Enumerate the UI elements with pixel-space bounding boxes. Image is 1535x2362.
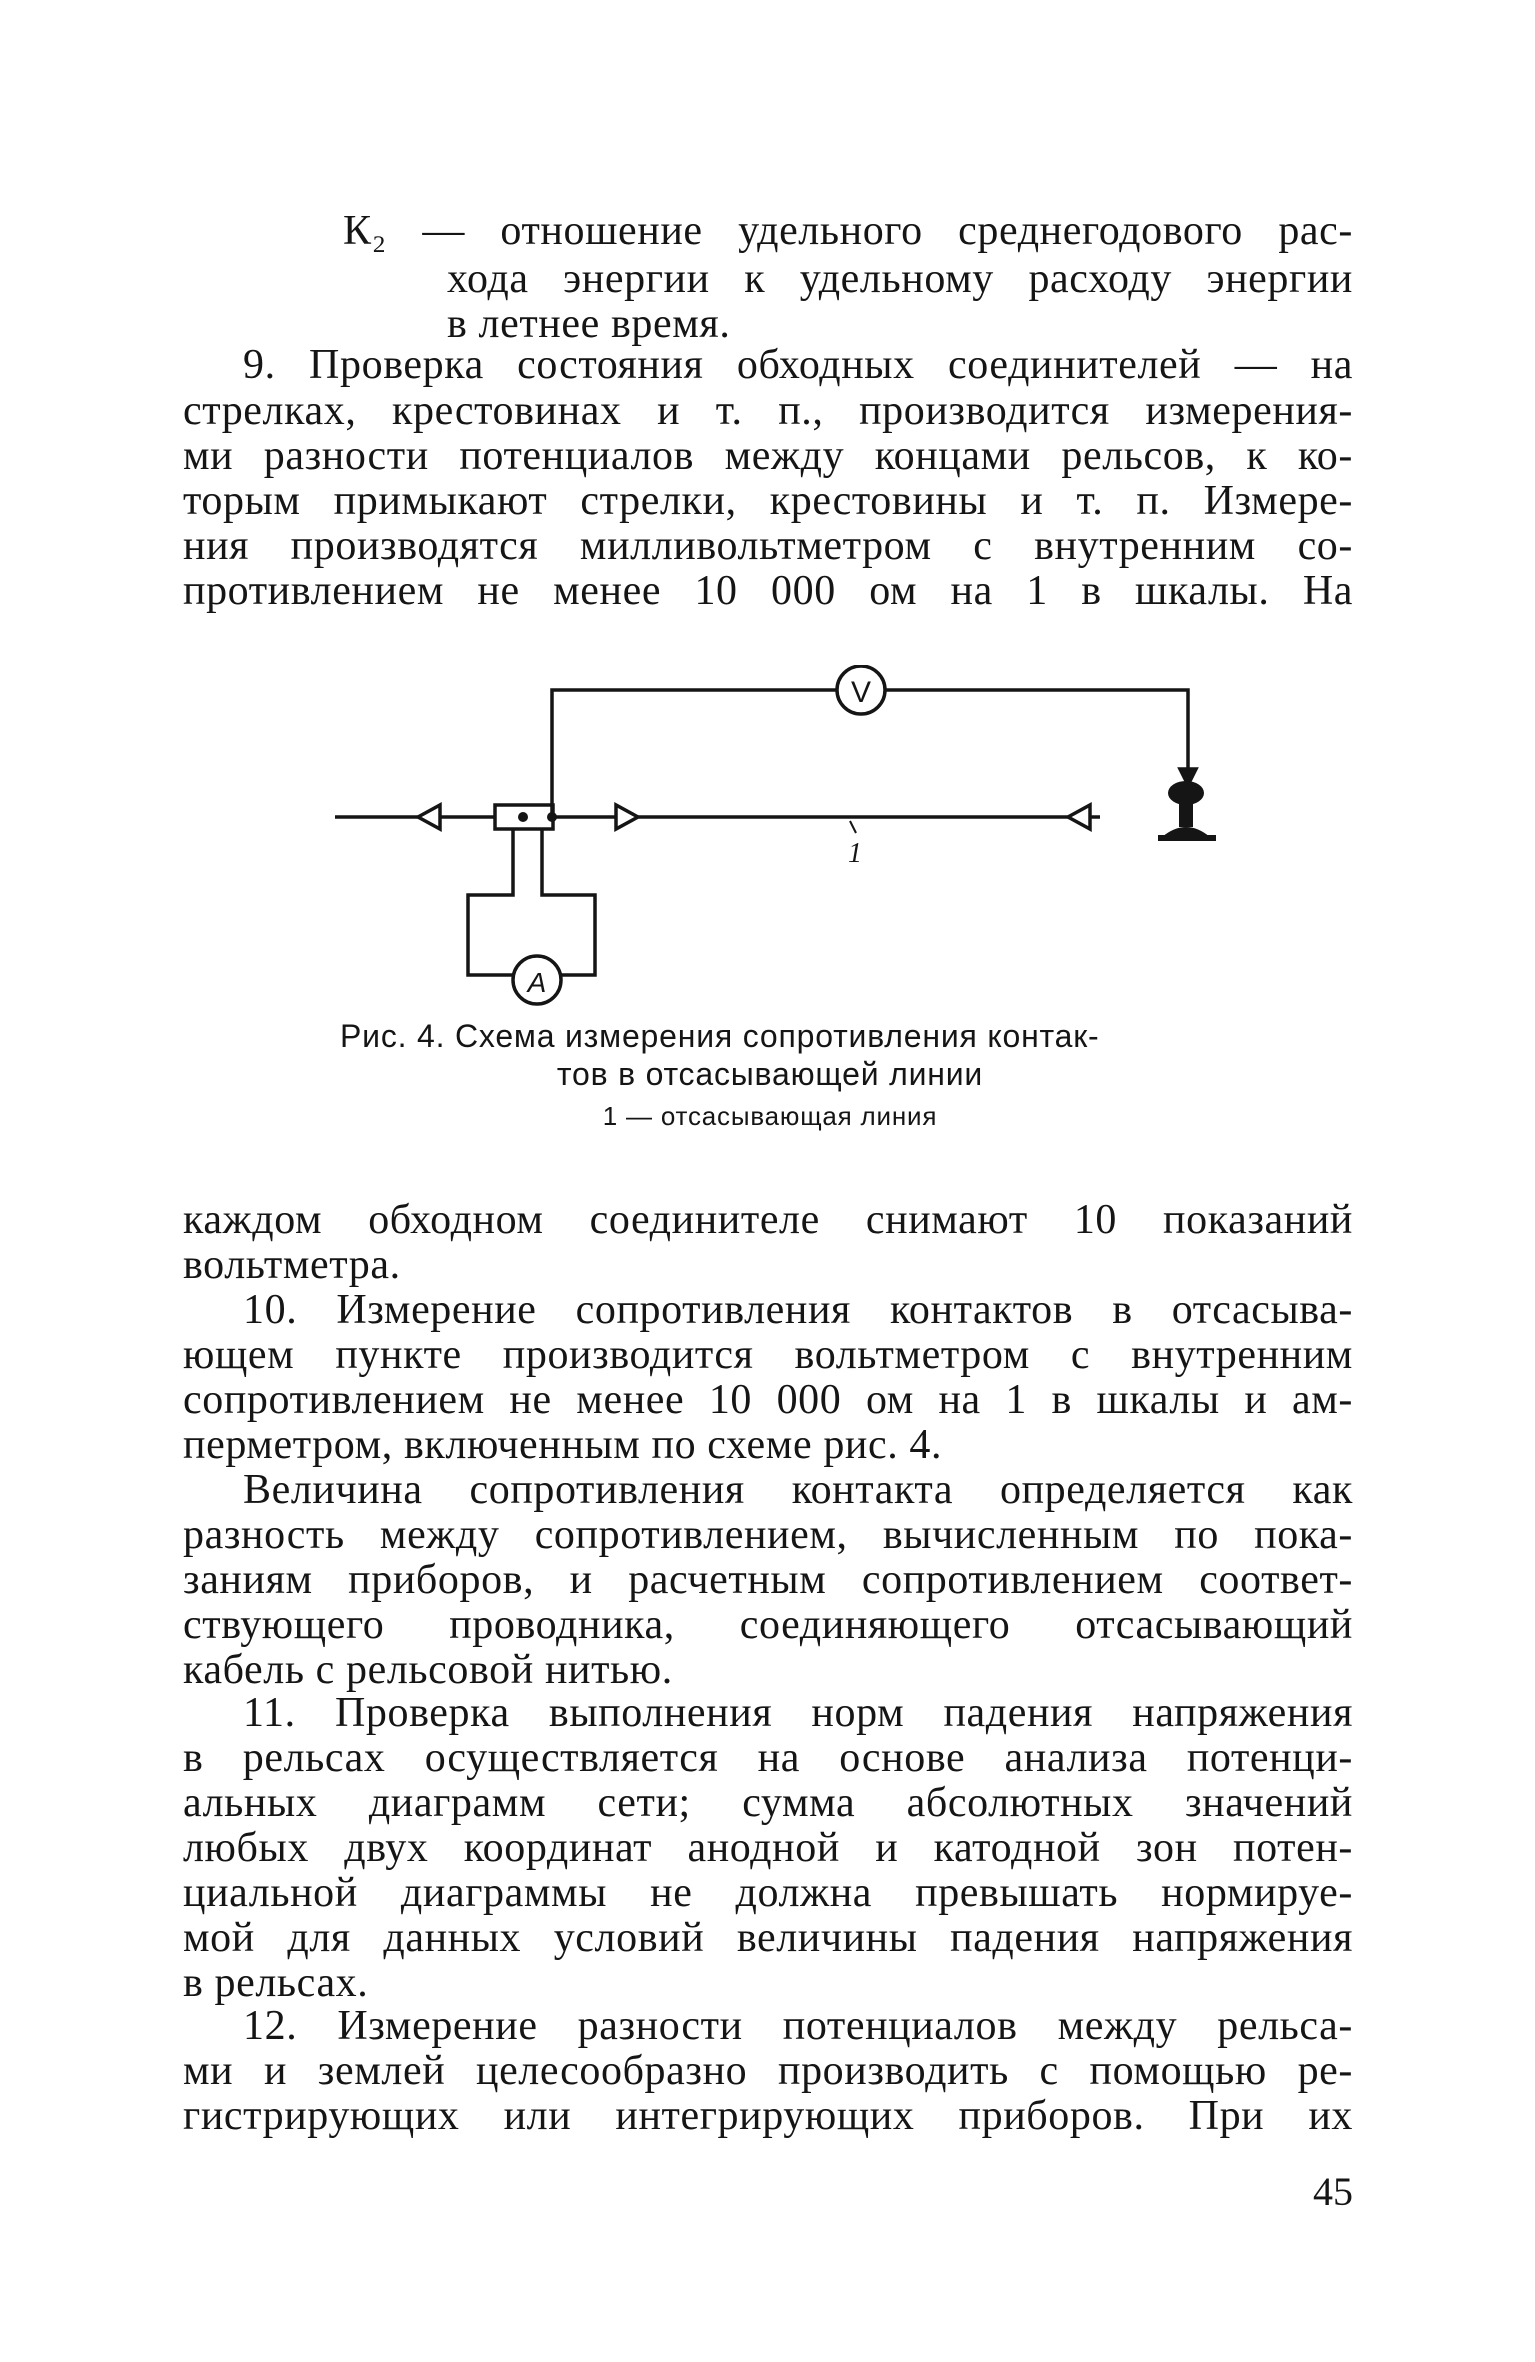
- ammeter-label: А: [527, 967, 547, 998]
- circuit-diagram: [320, 665, 1240, 1025]
- figure-caption: Рис. 4. Схема измерения сопротивления контак-: [340, 1018, 1100, 1054]
- figure-caption: тов в отсасывающей линии: [556, 1056, 984, 1092]
- text-line: в рельсах осуществляется на основе анализа потенци-: [183, 1735, 1353, 1781]
- text-line: в рельсах.: [183, 1960, 369, 2006]
- text-line: сопротивлением не менее 10 000 ом на 1 в шкалы и ам-: [183, 1377, 1353, 1423]
- text-line: противлением не менее 10 000 ом на 1 в шкалы. На: [183, 568, 1353, 614]
- junction-dot: [547, 812, 557, 822]
- junction-dot: [518, 812, 528, 822]
- text-line: ствующего проводника, соединяющего отсасывающий: [183, 1602, 1353, 1648]
- text-line: разность между сопротивлением, вычисленным по пока-: [183, 1512, 1353, 1558]
- text-line: ния производятся милливольтметром с внутренним со-: [183, 523, 1353, 569]
- page-number: 45: [1313, 2169, 1353, 2214]
- voltmeter-label: V: [850, 676, 872, 709]
- text-line: кабель с рельсовой нитью.: [183, 1647, 673, 1693]
- text-line: 12. Измерение разности потенциалов между рельса-: [243, 2003, 1353, 2049]
- line-label: 1: [848, 838, 862, 869]
- text-line: К₂ — отношение удельного среднегодового рас-: [343, 208, 1353, 254]
- text-line: 11. Проверка выполнения норм падения напряжения: [243, 1690, 1353, 1736]
- text-line: заниям приборов, и расчетным сопротивлением соответ-: [183, 1557, 1353, 1603]
- text-line: вольтметра.: [183, 1242, 401, 1288]
- text-line: перметром, включенным по схеме рис. 4.: [183, 1422, 943, 1468]
- text-line: Величина сопротивления контакта определяется как: [243, 1467, 1353, 1513]
- text-line: торым примыкают стрелки, крестовины и т. п. Измере-: [183, 478, 1353, 524]
- text-line: хода энергии к удельному расходу энергии: [447, 256, 1353, 302]
- text-line: 10. Измерение сопротивления контактов в отсасыва-: [243, 1287, 1353, 1333]
- text-line: ющем пункте производится вольтметром с внутренним: [183, 1332, 1353, 1378]
- text-line: в летнее время.: [447, 301, 731, 347]
- figure-legend: 1 — отсасывающая линия: [602, 1101, 938, 1131]
- text-line: циальной диаграммы не должна превышать нормируе-: [183, 1870, 1353, 1916]
- text-line: мой для данных условий величины падения напряжения: [183, 1915, 1353, 1961]
- text-line: гистрирующих или интегрирующих приборов. При их: [183, 2093, 1353, 2139]
- text-line: альных диаграмм сети; сумма абсолютных значений: [183, 1780, 1353, 1826]
- text-line: ми и землей целесообразно производить с помощью ре-: [183, 2048, 1353, 2094]
- text-line: ми разности потенциалов между концами рельсов, к ко-: [183, 433, 1353, 479]
- text-line: стрелках, крестовинах и т. п., производится измерения-: [183, 388, 1353, 434]
- text-line: любых двух координат анодной и катодной зон потен-: [183, 1825, 1353, 1871]
- text-line: каждом обходном соединителе снимают 10 показаний: [183, 1197, 1353, 1243]
- rail-icon: [1158, 781, 1216, 841]
- text-line: 9. Проверка состояния обходных соединителей — на: [243, 342, 1353, 388]
